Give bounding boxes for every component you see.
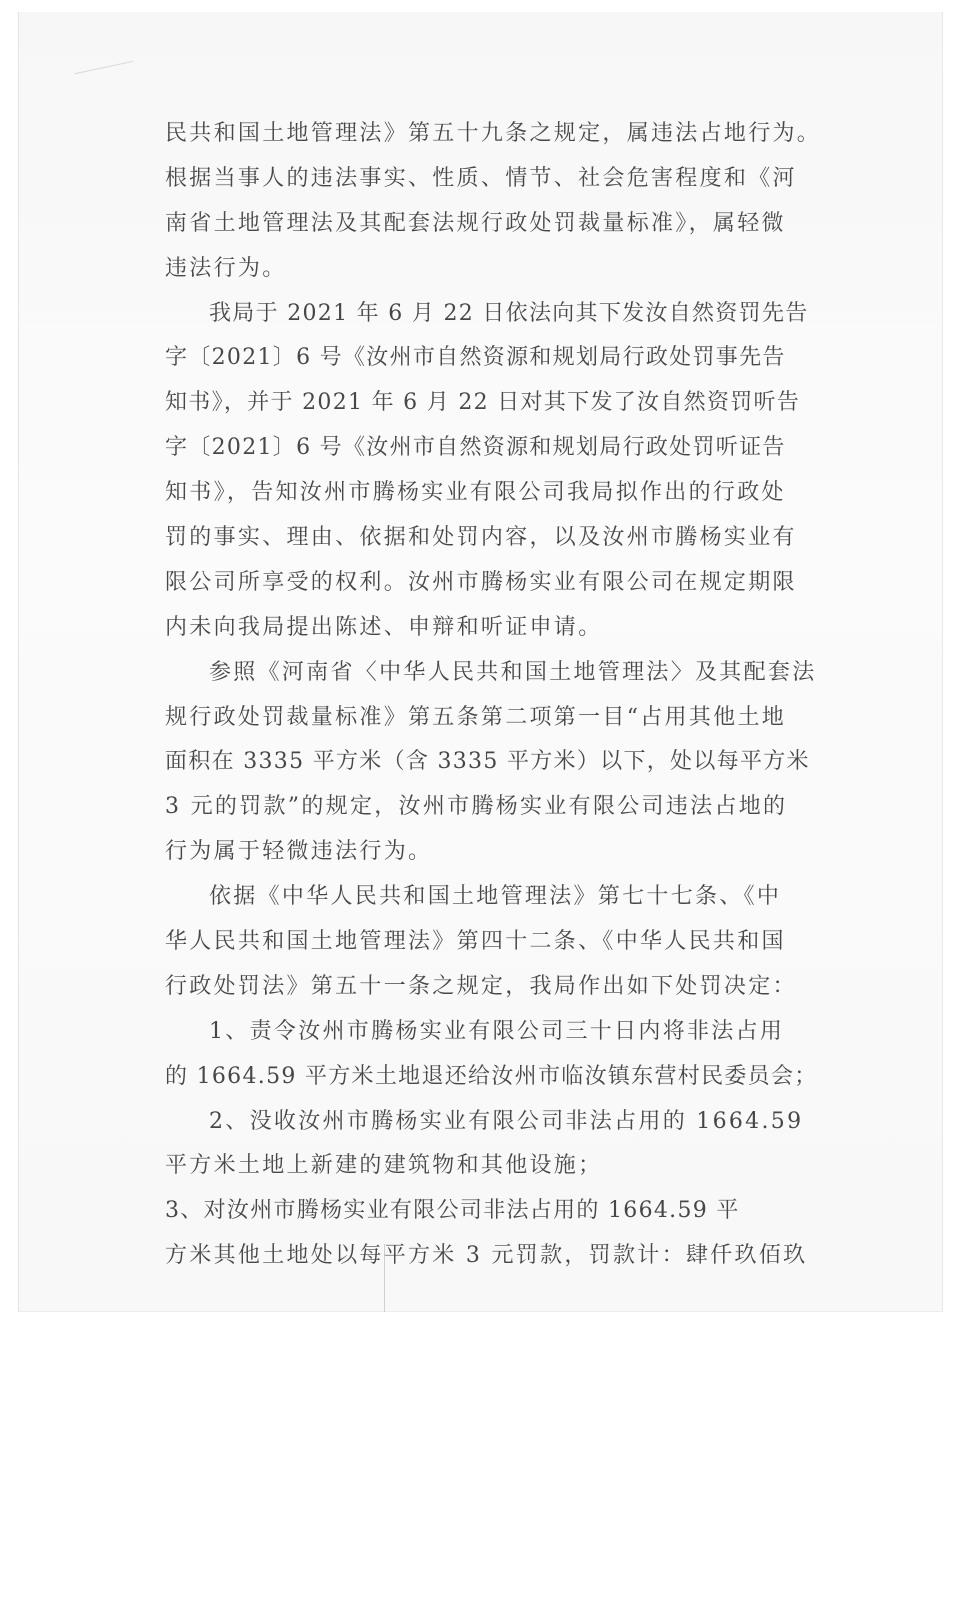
paragraph-line: 平方米土地上新建的建筑物和其他设施； <box>165 1153 603 1179</box>
paragraph-line: 我局于 2021 年 6 月 22 日依法向其下发汝自然资罚先告 <box>209 300 809 326</box>
paragraph-line: 限公司所享受的权利。汝州市腾杨实业有限公司在规定期限 <box>165 569 797 595</box>
paragraph-line: 字〔2021〕6 号《汝州市自然资源和规划局行政处罚听证告 <box>165 435 786 461</box>
paragraph-line: 2、没收汝州市腾杨实业有限公司非法占用的 1664.59 <box>209 1108 804 1134</box>
paragraph-line: 知书》，告知汝州市腾杨实业有限公司我局拟作出的行政处 <box>165 480 786 506</box>
paragraph-line: 面积在 3335 平方米（含 3335 平方米）以下，处以每平方米 <box>165 749 810 775</box>
paragraph-line: 字〔2021〕6 号《汝州市自然资源和规划局行政处罚事先告 <box>165 345 786 371</box>
paragraph-line: 华人民共和国土地管理法》第四十二条、《中华人民共和国 <box>165 929 786 955</box>
paragraph-line: 1、责令汝州市腾杨实业有限公司三十日内将非法占用 <box>209 1018 785 1044</box>
paragraph-line: 内未向我局提出陈述、申辩和听证申请。 <box>165 614 603 640</box>
paragraph-line: 南省土地管理法及其配套法规行政处罚裁量标准》，属轻微 <box>165 210 786 236</box>
paragraph-line: 方米其他土地处以每平方米 3 元罚款，罚款计：肆仟玖佰玖 <box>165 1243 808 1269</box>
paragraph-line: 规行政处罚裁量标准》第五条第二项第一目“占用其他土地 <box>165 704 787 730</box>
paragraph-line: 的 1664.59 平方米土地退还给汝州市临汝镇东营村民委员会； <box>165 1063 818 1089</box>
paragraph-line: 3 元的罚款”的规定，汝州市腾杨实业有限公司违法占地的 <box>165 794 788 820</box>
document-body <box>165 112 822 1279</box>
paragraph-line: 知书》，并于 2021 年 6 月 22 日对其下发了汝自然资罚听告 <box>165 390 801 416</box>
scan-artifact-mark <box>75 61 134 74</box>
paragraph-line: 民共和国土地管理法》第五十九条之规定，属违法占地行为。 <box>165 121 822 146</box>
paragraph-line: 3、对汝州市腾杨实业有限公司非法占用的 1664.59 平 <box>165 1198 740 1224</box>
paragraph-line: 行为属于轻微违法行为。 <box>165 839 433 865</box>
paragraph-line: 违法行为。 <box>165 255 287 281</box>
paragraph-line: 参照《河南省〈中华人民共和国土地管理法〉及其配套法 <box>209 659 817 685</box>
paragraph-line: 依据《中华人民共和国土地管理法》第七十七条、《中 <box>209 884 782 910</box>
paragraph-line: 罚的事实、理由、依据和处罚内容，以及汝州市腾杨实业有 <box>165 525 797 551</box>
paragraph-line: 根据当事人的违法事实、性质、情节、社会危害程度和《河 <box>165 165 797 191</box>
paragraph-line: 行政处罚法》第五十一条之规定，我局作出如下处罚决定： <box>165 973 797 999</box>
